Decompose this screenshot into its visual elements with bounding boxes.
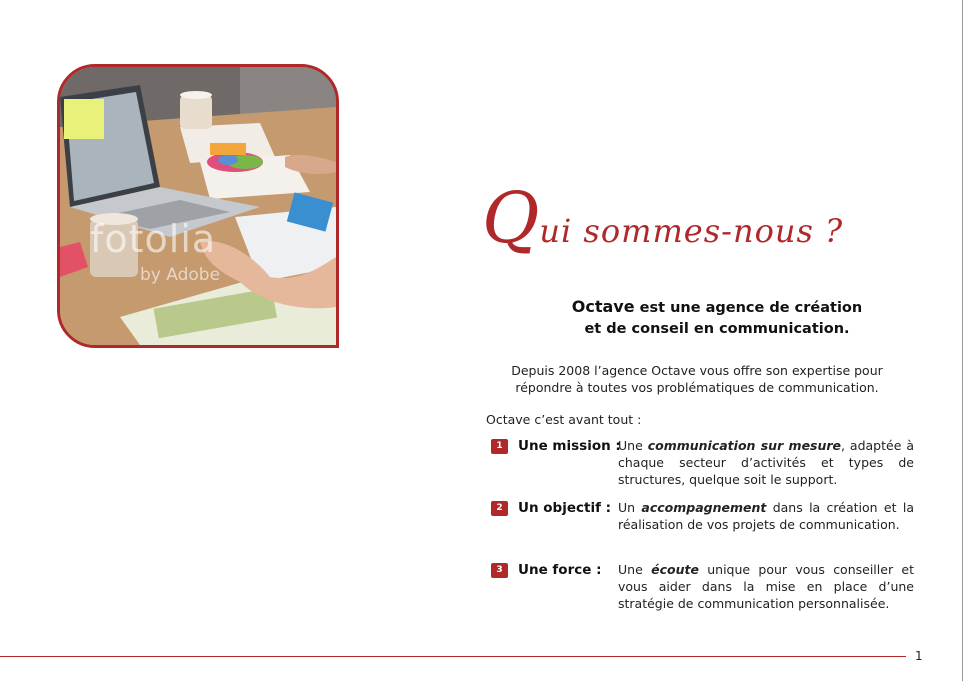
watermark-text: fotolia xyxy=(90,217,217,261)
watermark-subtext: by Adobe xyxy=(140,265,221,285)
item-text-before: Un xyxy=(618,500,642,515)
intro-line1: est une agence de création xyxy=(634,300,863,316)
item-label: Un objectif : xyxy=(518,500,612,516)
item-text-before: Une xyxy=(618,438,648,453)
page-number: 1 xyxy=(915,649,923,663)
item-text-emphasis: écoute xyxy=(651,562,699,577)
office-photo xyxy=(57,64,339,348)
title-rest: ui sommes-nous ? xyxy=(539,212,844,250)
intro-brand: Octave xyxy=(571,297,635,316)
item-text-emphasis: communication sur mesure xyxy=(647,438,842,453)
item-text-after: unique pour vous conseiller et vous aider dans la mise en place d’une stratégie de communication personnalisée. xyxy=(618,562,914,611)
item-text-after: dans la création et la réalisation de vos projets de communication. xyxy=(618,500,914,532)
number-badge: 2 xyxy=(491,501,508,516)
description-line2: répondre à toutes vos problématiques de communication. xyxy=(515,380,879,395)
number-badge: 3 xyxy=(491,563,508,578)
footer-rule xyxy=(0,656,906,657)
item-text xyxy=(618,561,914,612)
number-badge: 1 xyxy=(491,439,508,454)
description xyxy=(490,362,904,396)
item-text-emphasis: accompagnement xyxy=(641,500,767,515)
lead-text: Octave c’est avant tout : xyxy=(486,412,642,427)
photo-illustration xyxy=(60,67,336,345)
item-label: Une force : xyxy=(518,562,602,578)
page-title xyxy=(482,178,843,258)
intro-line2: et de conseil en communication. xyxy=(584,321,850,337)
item-text xyxy=(618,437,914,488)
list-item-mission xyxy=(491,437,916,493)
item-text xyxy=(618,499,914,533)
intro-statement xyxy=(500,296,934,340)
description-line1: Depuis 2008 l’agence Octave vous offre son expertise pour xyxy=(511,363,883,378)
list-item-force xyxy=(491,561,916,617)
list-item-objectif xyxy=(491,499,916,539)
item-text-before: Une xyxy=(618,562,652,577)
item-label: Une mission : xyxy=(518,438,621,454)
item-text-after: , adaptée à chaque secteur d’activités et types de structures, quelque soit le support. xyxy=(618,438,914,487)
title-initial: Q xyxy=(482,177,540,259)
